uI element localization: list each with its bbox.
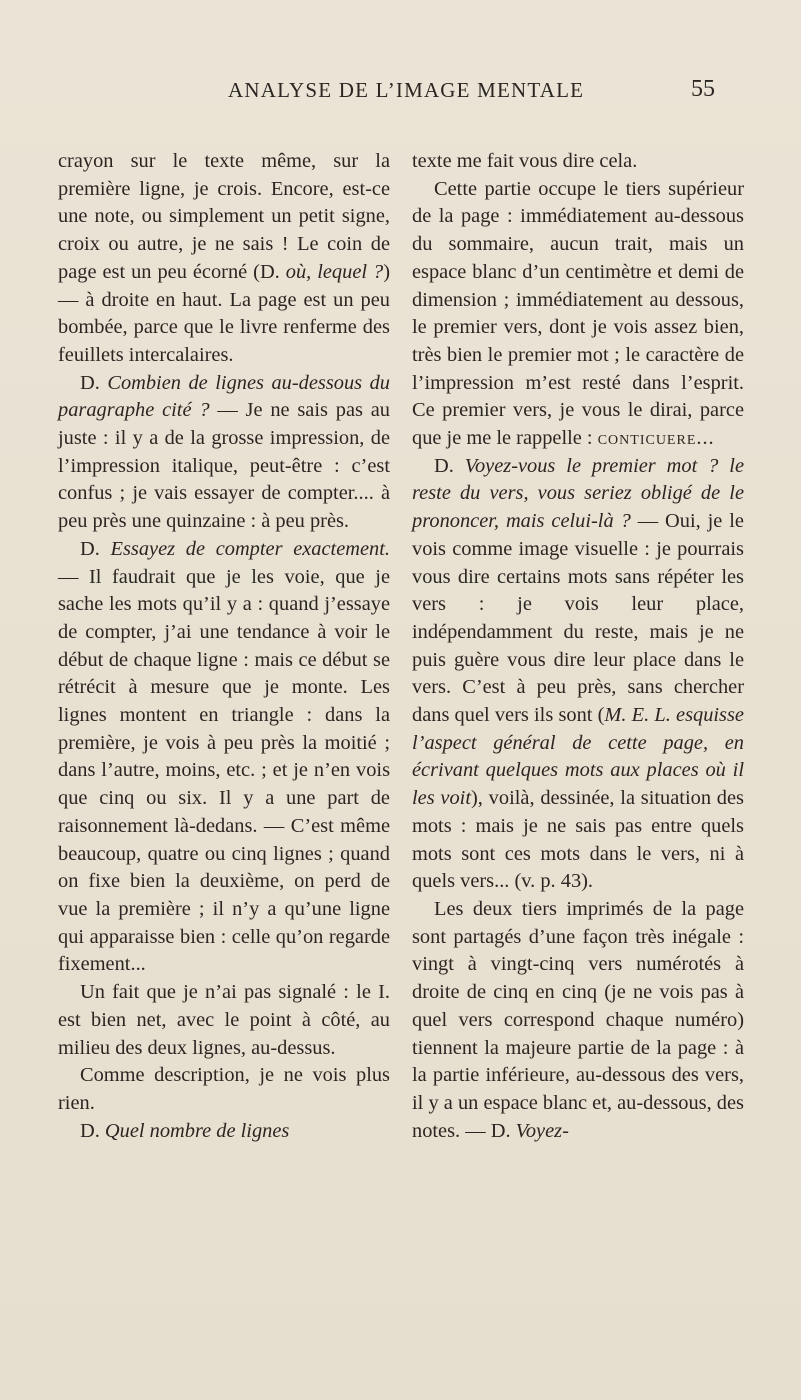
- paragraph: Comme description, je ne vois plus rien.: [58, 1064, 390, 1114]
- paragraph: D. Combien de lignes au-dessous du paragraphe cité ? — Je ne sais pas au juste : il y a de la grosse impression, de l’impression italique, peut-être : c’est confus ; je vais essayer de compter.... à peu près une quinzaine : à peu près.: [58, 371, 391, 533]
- paragraph: D. Quel nombre de lignes: [80, 1119, 290, 1142]
- paragraph: Cette partie occupe le tiers supérieur de la page : immédiatement au-dessous du sommaire, aucun trait, mais un espace blanc d’un centimètre et demi de dimension ; immédiatement au dessous, le premier vers, dont je vois assez bien, très bien le premier mot ; le caractère de l’impression m’est resté dans l’esprit. Ce premier vers, je vous le dirai, parce que je me le rappelle : conticuere...: [412, 177, 744, 450]
- page-number: 55: [691, 76, 715, 102]
- paragraph: texte me fait vous dire cela.: [412, 150, 638, 172]
- paragraph: D. Voyez-vous le premier mot ? le reste du vers, vous seriez obligé de le prononcer, mais celui-là ? — Oui, je le vois comme image visuelle : je pourrais vous dire certains mots sans répéter les vers : je vois leur place, indépendamment du reste, mais je ne puis guère vous dire leur place dans le vers. C’est à peu près, sans chercher dans quel vers ils sont (M. E. L. esquisse l’aspect général de cette page, en écrivant quelques mots aux places où il les voit), voilà, dessinée, la situation des mots : mais je ne sais pas entre quels mots sont ces mots dans le vers, ni à quels vers... (v. p. 43).: [412, 454, 745, 893]
- paragraph: Un fait que je n’ai pas signalé : le I. est bien net, avec le point à côté, au milieu des deux lignes, au-dessus.: [58, 981, 390, 1059]
- right-column: [412, 148, 744, 1145]
- left-column: [58, 148, 390, 1145]
- paragraph: Les deux tiers imprimés de la page sont partagés d’une façon très inégale : vingt à vingt-cinq vers numérotés à droite de cinq en cinq (je ne vois pas à quel vers correspond chaque numéro) tiennent la majeure partie de la page : à la partie inférieure, au-dessous des vers, il y a un espace blanc et, au-dessous, des notes. — D. Voyez-: [412, 897, 744, 1142]
- paragraph: D. Essayez de compter exactement. — Il faudrait que je les voie, que je sache les mots qu’il y a : quand j’essaye de compter, j’ai une tendance à voir le début de chaque ligne : mais ce début se rétrécit à mesure que je monte. Les lignes montent en triangle : dans la première, je vois à peu près la moitié ; dans l’autre, moins, etc. ; et je n’en vois que cinq ou six. Il y a une part de raisonnement là-dedans. — C’est même beaucoup, quatre ou cinq lignes ; quand on fixe bien la deuxième, on perd de vue la première ; il n’y a qu’une ligne qui apparaisse bien : celle qu’on regarde fixement...: [58, 537, 390, 976]
- running-header: [228, 78, 748, 103]
- running-title: ANALYSE DE L’IMAGE MENTALE: [228, 78, 585, 102]
- paragraph: crayon sur le texte même, sur la première ligne, je crois. Encore, est-ce une note, ou simplement un petit signe, croix ou autre, je ne sais ! Le coin de page est un peu écorné (D. où, lequel ?) — à droite en haut. La page est un peu bombée, parce que le livre renferme des feuillets intercalaires.: [58, 150, 390, 366]
